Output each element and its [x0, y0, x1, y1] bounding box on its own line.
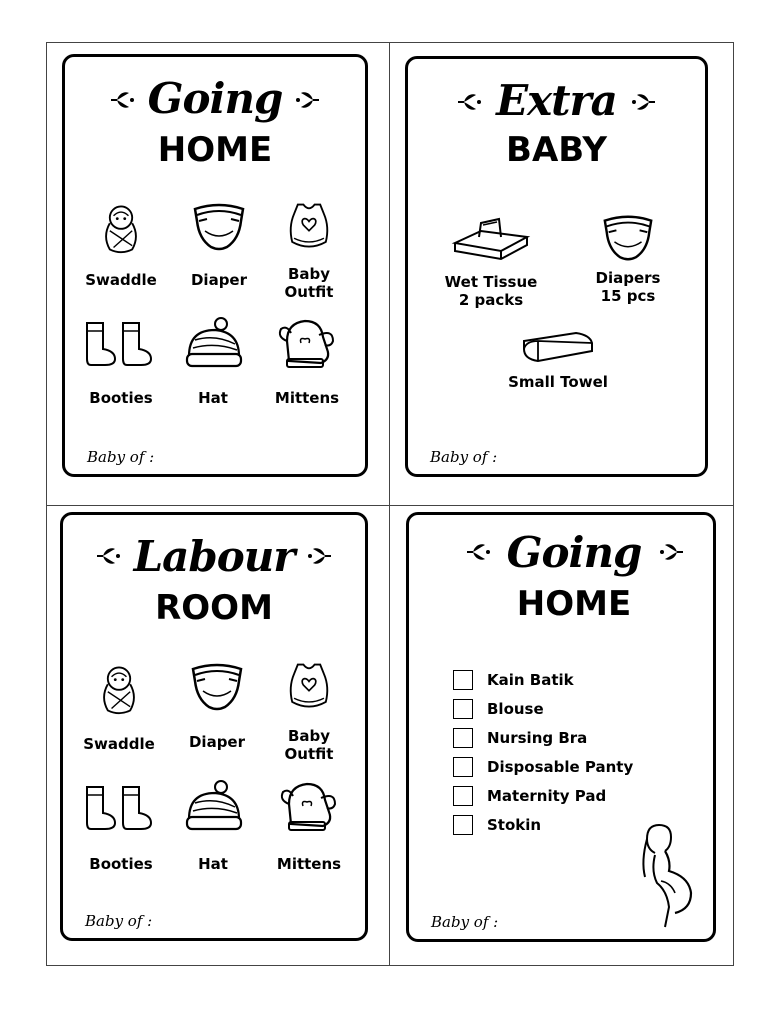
item-swaddle [69, 657, 169, 753]
baby-of-field: Baby of : [431, 913, 499, 931]
checklist-item[interactable] [453, 810, 633, 839]
checkbox[interactable] [453, 728, 473, 748]
checklist-item[interactable] [453, 723, 633, 752]
item-booties [71, 783, 171, 873]
item-label: Swaddle [85, 271, 157, 289]
item-mittens [257, 315, 357, 407]
checklist-label: Disposable Panty [487, 757, 634, 776]
outfit-icon [281, 657, 337, 717]
checkbox[interactable] [453, 815, 473, 835]
card-title-script: Going [506, 528, 642, 577]
booties-icon [81, 783, 161, 833]
item-label: Small Towel [508, 373, 608, 391]
item-swaddle [71, 197, 171, 289]
checklist-item[interactable] [453, 694, 633, 723]
item-label: Booties [89, 389, 153, 407]
item-small-towel [498, 329, 618, 391]
mittens-icon [275, 315, 339, 371]
item-label: Diaper [188, 733, 246, 751]
item-baby-outfit [259, 197, 359, 301]
towel-icon [518, 329, 598, 365]
checklist [453, 665, 633, 839]
item-label: Booties [89, 855, 153, 873]
outfit-icon [281, 197, 337, 257]
checklist-label: Kain Batik [487, 670, 574, 689]
item-label: Hat [198, 389, 228, 407]
item-booties [71, 319, 171, 407]
card-going-home [62, 54, 368, 477]
booties-icon [81, 319, 161, 369]
checklist-label: Maternity Pad [487, 786, 607, 805]
item-label: Mittens [274, 389, 340, 407]
item-diaper [167, 657, 267, 751]
item-diaper [169, 197, 269, 289]
wet-tissue-icon [451, 215, 531, 265]
checklist-label: Nursing Bra [487, 728, 588, 747]
card-going-home-checklist [406, 512, 716, 942]
item-label: Swaddle [83, 735, 155, 753]
item-wet-tissue [436, 215, 546, 309]
hat-icon [181, 315, 245, 371]
checklist-item[interactable] [453, 752, 633, 781]
card-labour-room [60, 512, 368, 941]
item-label: Wet Tissue 2 packs [444, 273, 538, 309]
item-hat [163, 777, 263, 873]
cut-line-horizontal [46, 505, 734, 506]
item-label: Baby Outfit [284, 727, 334, 763]
diaper-icon [187, 657, 247, 717]
card-title-block: BABY [506, 130, 607, 170]
hat-icon [181, 777, 245, 835]
item-label: Mittens [276, 855, 342, 873]
checklist-item[interactable] [453, 781, 633, 810]
card-extra-baby [405, 56, 708, 477]
card-title-script: Going [147, 74, 283, 123]
item-label: Hat [198, 855, 228, 873]
checkbox[interactable] [453, 699, 473, 719]
swaddle-icon [93, 197, 149, 257]
diaper-icon [598, 209, 658, 267]
card-title-block: HOME [516, 584, 632, 624]
item-label: Diapers 15 pcs [595, 269, 661, 305]
item-diapers [578, 209, 678, 305]
pregnant-woman-icon [631, 821, 701, 931]
checkbox[interactable] [453, 786, 473, 806]
item-hat [163, 315, 263, 407]
item-label: Baby Outfit [284, 265, 334, 301]
swaddle-icon [91, 657, 147, 719]
baby-of-field: Baby of : [430, 448, 498, 466]
item-label: Diaper [190, 271, 248, 289]
checklist-label: Stokin [487, 815, 542, 834]
cut-line-vertical [389, 42, 390, 966]
item-mittens [259, 777, 359, 873]
card-title-script: Extra [496, 76, 617, 125]
diaper-icon [189, 197, 249, 257]
checklist-item[interactable] [453, 665, 633, 694]
mittens-icon [277, 777, 341, 835]
checklist-label: Blouse [487, 699, 544, 718]
checkbox[interactable] [453, 757, 473, 777]
card-title-block: ROOM [155, 588, 273, 628]
checkbox[interactable] [453, 670, 473, 690]
item-baby-outfit [259, 657, 359, 763]
card-title-block: HOME [157, 130, 273, 170]
card-title-script: Labour [133, 532, 295, 581]
baby-of-field: Baby of : [87, 448, 155, 466]
baby-of-field: Baby of : [85, 912, 153, 930]
